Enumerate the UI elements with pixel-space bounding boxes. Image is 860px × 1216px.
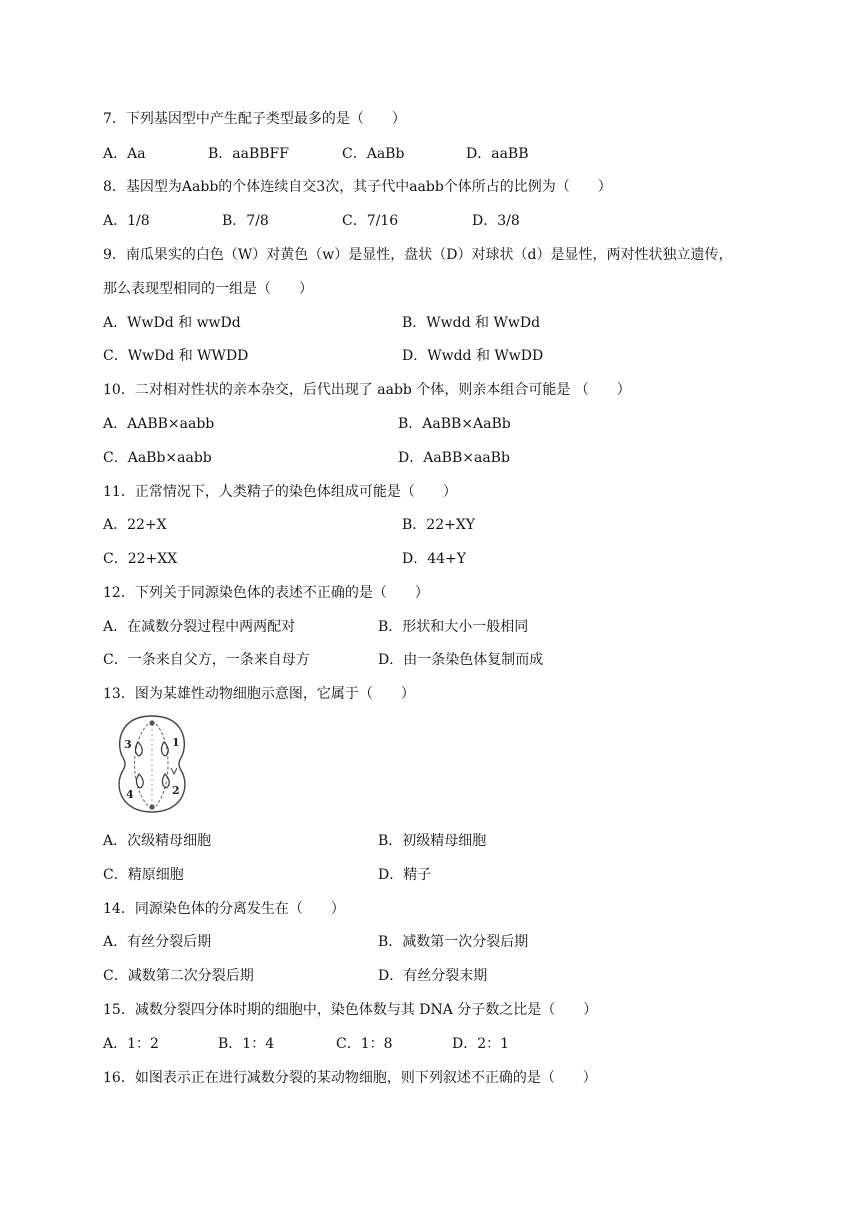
q10-option-b: B．AaBB×AaBb (398, 416, 511, 432)
question-9-line2: 那么表现型相同的一组是（ ） (103, 281, 313, 297)
q8-option-a: A．1/8 (103, 213, 150, 229)
spindle-right (156, 724, 168, 806)
q15-option-a: A．1：2 (103, 1036, 159, 1052)
question-13: 13．图为某雄性动物细胞示意图，它属于（ ） (103, 686, 415, 702)
chromosome-1 (161, 742, 168, 756)
chromosome-4 (136, 774, 143, 788)
q7-option-a: A．Aa (103, 146, 146, 162)
q10-option-c: C．AaBb×aabb (103, 450, 212, 466)
q8-option-c: C．7/16 (342, 213, 399, 229)
q9-option-b: B．Wwdd 和 WwDd (402, 315, 541, 331)
q11-option-c: C．22+XX (103, 551, 178, 567)
spindle-left (135, 724, 149, 806)
question-16: 16．如图表示正在进行减数分裂的某动物细胞，则下列叙述不正确的是（ ） (103, 1070, 597, 1086)
q11-option-a: A．22+X (103, 517, 167, 533)
chromosome-3 (135, 742, 142, 756)
q12-option-d: D．由一条染色体复制而成 (378, 652, 544, 668)
q10-option-d: D．AaBB×aaBb (398, 450, 510, 466)
centrosome-bottom (149, 804, 154, 809)
question-15: 15．减数分裂四分体时期的细胞中，染色体数与其 DNA 分子数之比是（ ） (103, 1002, 598, 1018)
label-4: 4 (126, 788, 134, 801)
cell-diagram (108, 712, 196, 816)
q8-option-b: B．7/8 (222, 213, 269, 229)
q14-option-a: A．有丝分裂后期 (103, 934, 212, 950)
q9-option-c: C．WwDd 和 WWDD (103, 348, 249, 364)
question-11: 11．正常情况下，人类精子的染色体组成可能是（ ） (103, 484, 457, 500)
q12-option-c: C．一条来自父方，一条来自母方 (103, 652, 310, 668)
q11-option-b: B．22+XY (402, 517, 476, 533)
q15-option-c: C．1：8 (336, 1036, 393, 1052)
q13-option-a: A．次级精母细胞 (103, 833, 212, 849)
q9-option-d: D．Wwdd 和 WwDD (402, 348, 544, 364)
question-7: 7．下列基因型中产生配子类型最多的是（ ） (103, 111, 406, 127)
question-14: 14．同源染色体的分离发生在（ ） (103, 901, 345, 917)
q7-option-b: B．aaBBFF (208, 146, 289, 162)
q7-option-d: D．aaBB (466, 146, 529, 162)
q14-option-b: B．减数第一次分裂后期 (378, 934, 529, 950)
label-3: 3 (124, 738, 132, 751)
question-9: 9．南瓜果实的白色（W）对黄色（w）是显性，盘状（D）对球状（d）是显性，两对性状独立遗传， (103, 247, 733, 263)
label-1: 1 (172, 736, 180, 749)
q12-option-b: B．形状和大小一般相同 (378, 619, 529, 635)
centrosome-top (149, 720, 154, 725)
q13-option-b: B．初级精母细胞 (378, 833, 487, 849)
question-12: 12．下列关于同源染色体的表述不正确的是（ ） (103, 585, 429, 601)
label-2: 2 (172, 784, 180, 797)
q7-option-c: C．AaBb (342, 146, 405, 162)
q10-option-a: A．AABB×aabb (103, 416, 215, 432)
q15-option-d: D．2：1 (452, 1036, 510, 1052)
q13-option-d: D．精子 (378, 867, 432, 883)
q8-option-d: D．3/8 (472, 213, 520, 229)
cell-diagram-svg (108, 712, 196, 816)
chromosome-2 (162, 774, 169, 788)
q12-option-a: A．在减数分裂过程中两两配对 (103, 619, 296, 635)
q15-option-b: B．1：4 (218, 1036, 275, 1052)
q13-option-c: C．精原细胞 (103, 867, 184, 883)
q9-option-a: A．WwDd 和 wwDd (103, 315, 241, 331)
q11-option-d: D．44+Y (402, 551, 467, 567)
question-10: 10．二对相对性状的亲本杂交，后代出现了 aabb 个体，则亲本组合可能是 （ ） (103, 382, 631, 398)
arrow-mark (171, 768, 177, 774)
q14-option-c: C．减数第二次分裂后期 (103, 968, 254, 984)
q14-option-d: D．有丝分裂末期 (378, 968, 488, 984)
question-8: 8．基因型为Aabb的个体连续自交3次，其子代中aabb个体所占的比例为（ ） (103, 179, 612, 195)
